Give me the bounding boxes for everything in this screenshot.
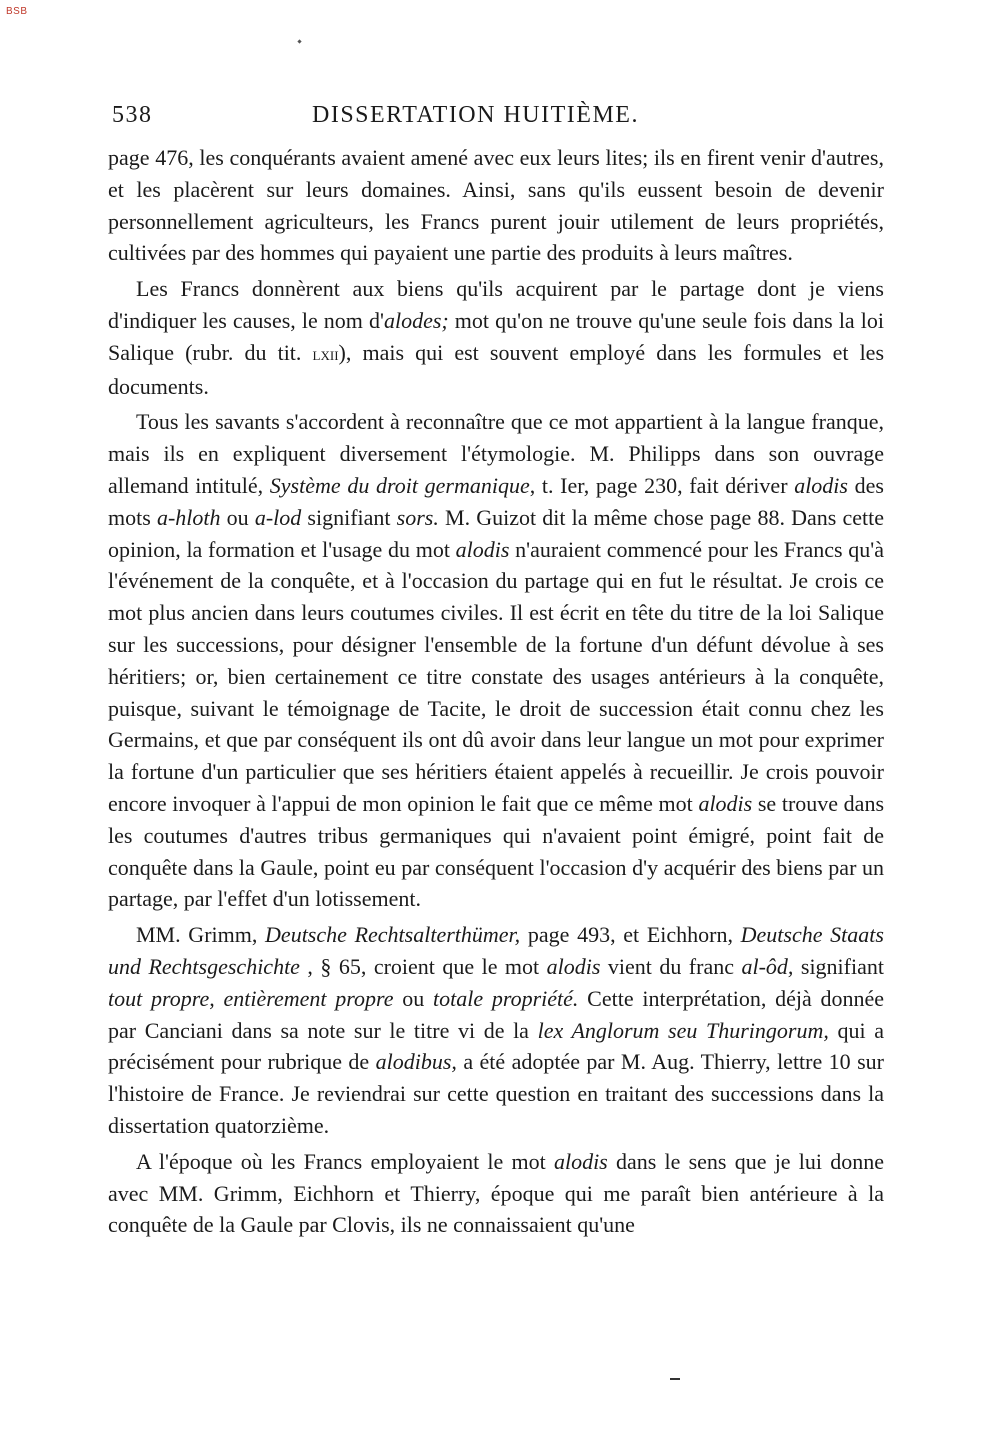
- italic-term: lex Anglorum seu Thuringorum,: [537, 1017, 829, 1043]
- italic-term: Deutsche Staats und Rechtsgeschichte: [108, 922, 884, 979]
- text-run: vient du franc: [600, 953, 742, 979]
- text-run: ou: [220, 504, 255, 530]
- paragraph-etymology: [108, 406, 884, 915]
- body-text: [108, 142, 884, 1241]
- paragraph-epoque: [108, 1146, 884, 1241]
- stray-ink-mark: [297, 39, 301, 43]
- text-run: Cette interprétation, déjà donnée par Canciani dans sa note sur le titre vi de la: [108, 985, 885, 1043]
- page-number: 538: [112, 102, 153, 128]
- text-run: , t. Ier, page 230, fait dériver: [529, 472, 795, 498]
- text-run: n'auraient commencé pour les Francs qu'à l'événement de la conquête, et à l'occasion du partage qui en fut le résultat. Je crois ce mot plus ancien dans leurs coutumes civiles. Il est écrit en tête du titre de la loi Salique sur les successions, pour désigner l'ensemble de la fortune d'un défunt dévolue à ses héritiers; or, bien certainement ce titre constate des usages antérieurs à la conquête, puisque, suivant le témoignage de Tacite, le droit de succession était connu chez les Germains, et que par conséquent ils ont dû avoir dans leur langue un mot pour exprimer la fortune d'un particulier que ses héritiers étaient appelés à recueillir. Je crois pouvoir encore invoquer à l'appui de mon opinion le fait que ce même mot: [108, 536, 884, 816]
- text-run: ), mais qui est souvent employé dans les formules et les documents.: [108, 339, 885, 399]
- paragraph-grimm: [108, 919, 884, 1142]
- text-run: qui a précisément pour rubrique de: [108, 1017, 884, 1075]
- stray-ink-mark: [670, 1378, 680, 1380]
- running-title: DISSERTATION HUITIÈME.: [312, 102, 639, 128]
- text-run: signifiant: [793, 953, 884, 979]
- text-run: des mots: [108, 472, 884, 530]
- text-run: Tous les savants s'accordent à reconnaître que ce mot appartient à la langue franque, mais ils en expliquent diversement l'étymologie. M. Philipps dans son ouvrage allemand intitulé,: [108, 409, 884, 498]
- text-run: a été adoptée par M. Aug. Thierry, lettre 10 sur l'histoire de France. Je reviendrai sur cette question en traitant des successions dans la dissertation quatorzième.: [108, 1049, 884, 1138]
- italic-term: al-ôd,: [741, 953, 794, 979]
- text-run: mot qu'on ne trouve qu'une seule fois dans la loi Salique (rubr. du tit.: [108, 307, 884, 365]
- italic-term: alodibus,: [375, 1049, 457, 1075]
- text-run: ou: [393, 985, 433, 1011]
- paragraph-alodes: [108, 273, 884, 402]
- text-run: se trouve dans les coutumes d'autres tribus germaniques qui n'avaient point émigré, point fait de conquête dans la Gaule, point eu par conséquent l'occasion d'y acquérir des biens par un partage, par l'effet d'un lotissement.: [108, 790, 885, 912]
- text-run: dans le sens que je lui donne avec MM. Grimm, Eichhorn et Thierry, époque qui me paraît bien antérieure à la conquête de la Gaule par Clovis, ils ne connaissaient qu'une: [108, 1148, 884, 1238]
- italic-term: alodis: [455, 536, 510, 562]
- italic-term: alodis: [553, 1148, 608, 1174]
- italic-term: Système du droit germanique: [269, 472, 530, 498]
- italic-term: a-lod: [254, 504, 302, 530]
- text-run: page 493, et Eichhorn,: [520, 922, 741, 948]
- italic-term: totale propriété.: [433, 985, 579, 1011]
- page-header: [112, 102, 672, 134]
- text-run: signifiant: [301, 504, 397, 530]
- italic-term: a-hloth: [156, 504, 221, 530]
- italic-term: tout propre, entièrement propre: [108, 985, 394, 1011]
- italic-term: alodes;: [383, 307, 449, 333]
- italic-term: Deutsche Rechtsalterthümer,: [265, 922, 521, 948]
- italic-term: alodis: [698, 790, 753, 816]
- paragraph-continuation: page 476, les conquérants avaient amené avec eux leurs lites; ils en firent venir d'autres, et les placèrent sur leurs domaines. Ainsi, sans qu'ils eussent besoin de devenir personnellement agriculteurs, les Francs purent jouir utilement de leurs propriétés, cultivées par des hommes qui payaient une partie des produits à leurs maîtres.: [108, 145, 884, 266]
- text-run: , § 65, croient que le mot: [299, 953, 547, 979]
- text-run: MM. Grimm,: [136, 922, 266, 948]
- library-mark: BSB: [6, 6, 28, 17]
- text-run: Les Francs donnèrent aux biens qu'ils acquirent par le partage dont je viens d'indiquer les causes, le nom d': [108, 276, 884, 333]
- roman-numeral: lxii: [312, 343, 339, 364]
- italic-term: sors.: [396, 504, 439, 530]
- italic-term: alodis: [794, 472, 848, 498]
- italic-term: alodis: [546, 953, 601, 979]
- text-run: A l'époque où les Francs employaient le mot: [136, 1148, 554, 1174]
- text-run: M. Guizot dit la même chose page 88. Dans cette opinion, la formation et l'usage du mot: [108, 504, 884, 562]
